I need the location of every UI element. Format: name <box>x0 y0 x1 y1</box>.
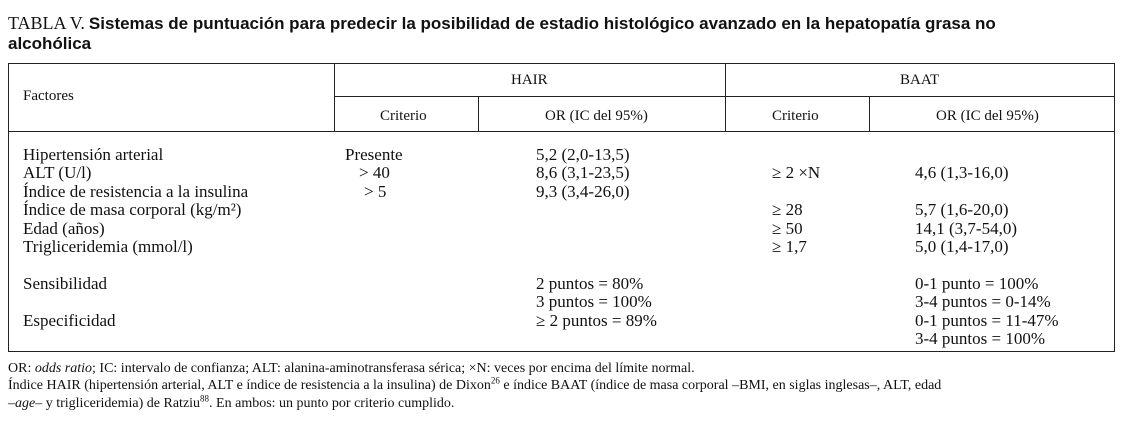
especificidad-baat-1: 0-1 puntos = 11-47% <box>915 311 1059 330</box>
especificidad-label: Especificidad <box>23 311 116 330</box>
row-baat-criterio: ≥ 2 ×N <box>772 163 821 182</box>
header-baat: BAAT <box>900 72 940 88</box>
col-divider-groups <box>725 64 726 131</box>
row-baat-or: 5,7 (1,6-20,0) <box>915 200 1009 219</box>
header-hair: HAIR <box>511 72 548 88</box>
sensibilidad-label: Sensibilidad <box>23 274 108 293</box>
reference-superscript: 26 <box>490 375 500 386</box>
row-hair-criterio: > 40 <box>359 163 390 182</box>
row-hair-or: 8,6 (3,1-23,5) <box>536 163 630 182</box>
especificidad-hair-1: ≥ 2 puntos = 89% <box>536 311 657 330</box>
footnote-italic: age <box>15 396 36 411</box>
row-hair-criterio: Presente <box>345 145 403 164</box>
table-caption-line2: alcohólica <box>8 34 92 53</box>
header-baat-or: OR (IC del 95%) <box>936 108 1039 124</box>
footnote-italic: odds ratio <box>34 361 93 376</box>
sensibilidad-hair-1: 2 puntos = 80% <box>536 274 644 293</box>
row-baat-criterio: ≥ 50 <box>772 219 803 238</box>
table-number: TABLA V. <box>8 13 85 33</box>
reference-superscript: 88 <box>200 393 210 404</box>
footnote-text: Índice HAIR (hipertensión arterial, ALT e índice de resistencia a la insulina) de Dixon <box>8 378 491 393</box>
col-divider-hair <box>478 96 479 131</box>
sensibilidad-baat-1: 0-1 punto = 100% <box>915 274 1039 293</box>
sensibilidad-baat-2: 3-4 puntos = 0-14% <box>915 292 1051 311</box>
footnote-text: OR: <box>8 361 35 376</box>
footnote-text: ; IC: intervalo de confianza; ALT: alanina-aminotransferasa sérica; ×N: veces por encima del límite normal. <box>92 361 695 376</box>
row-baat-or: 14,1 (3,7-54,0) <box>915 219 1017 238</box>
row-baat-or: 5,0 (1,4-17,0) <box>915 237 1009 256</box>
header-factores: Factores <box>23 88 74 104</box>
footnote-text: – <box>8 396 15 411</box>
especificidad-baat-2: 3-4 puntos = 100% <box>915 329 1045 348</box>
row-factor: ALT (U/l) <box>23 163 92 182</box>
col-divider-factores <box>334 64 335 131</box>
table-title <box>8 14 1108 54</box>
col-divider-baat <box>869 96 870 131</box>
row-factor: Índice de resistencia a la insulina <box>23 182 249 201</box>
row-baat-or: 4,6 (1,3-16,0) <box>915 163 1009 182</box>
row-factor: Hipertensión arterial <box>23 145 164 164</box>
row-baat-criterio: ≥ 1,7 <box>772 237 807 256</box>
row-baat-criterio: ≥ 28 <box>772 200 803 219</box>
row-factor: Índice de masa corporal (kg/m²) <box>23 200 242 219</box>
footnote-text: e índice BAAT (índice de masa corporal –BMI, en siglas inglesas–, ALT, edad <box>499 378 942 393</box>
scoring-table <box>8 63 1115 352</box>
sensibilidad-hair-2: 3 puntos = 100% <box>536 292 652 311</box>
header-hair-or: OR (IC del 95%) <box>545 108 648 124</box>
footnote-indices <box>8 375 942 394</box>
header-bottom-rule <box>9 131 1114 132</box>
footnote-abbreviations <box>8 361 695 377</box>
header-hair-criterio: Criterio <box>380 108 427 124</box>
row-hair-criterio: > 5 <box>364 182 387 201</box>
header-baat-criterio: Criterio <box>772 108 819 124</box>
row-factor: Trigliceridemia (mmol/l) <box>23 237 193 256</box>
row-factor: Edad (años) <box>23 219 105 238</box>
footnote-indices-cont <box>8 393 455 412</box>
row-hair-or: 9,3 (3,4-26,0) <box>536 182 630 201</box>
footnote-text: . En ambos: un punto por criterio cumplido. <box>209 396 455 411</box>
row-hair-or: 5,2 (2,0-13,5) <box>536 145 630 164</box>
footnote-text: – y trigliceridemia) de Ratziu <box>35 396 201 411</box>
table-caption-line1: Sistemas de puntuación para predecir la posibilidad de estadio histológico avanzado en la hepatopatía grasa no <box>88 14 996 33</box>
